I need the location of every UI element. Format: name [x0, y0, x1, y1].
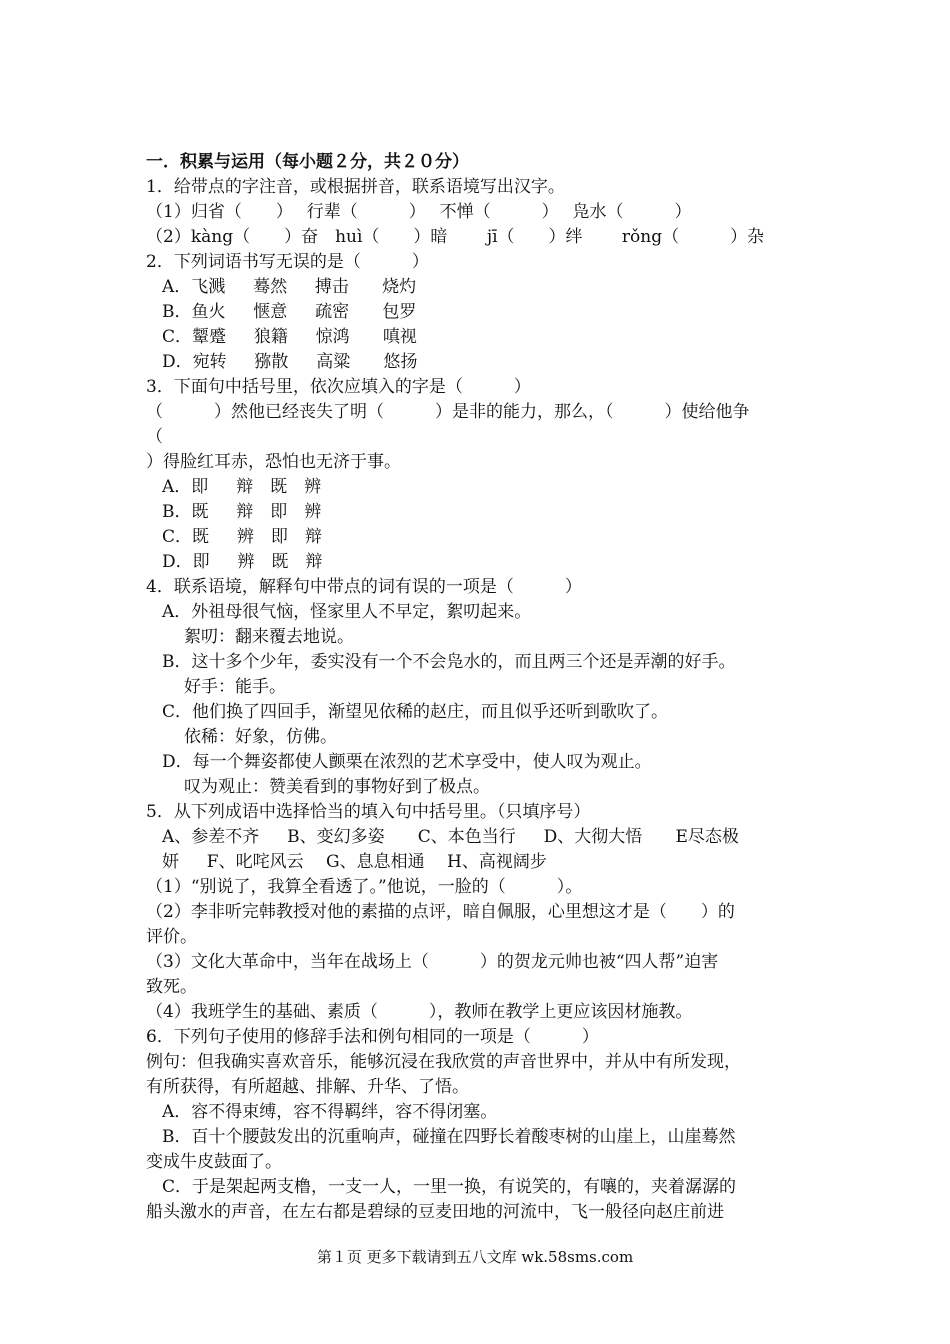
q2-option-c: C．颦蹙 狼籍 惊鸿 嗔视 [162, 327, 417, 347]
q4-note-b: 好手：能手。 [184, 677, 286, 697]
q5-choices-line-1: A、参差不齐 B、变幻多姿 C、本色当行 D、大彻大悟 E尽态极 [162, 827, 739, 847]
q4-option-c: C．他们换了四回手，渐望见依稀的赵庄，而且似乎还听到歌吹了。 [162, 702, 669, 722]
q3-option-d: D．即 辨 既 辩 [162, 552, 323, 572]
q5-item-1: （1）“别说了，我算全看透了。”他说，一脸的（ ）。 [146, 877, 583, 897]
q6-option-a: A．容不得束缚，容不得羁绊，容不得闭塞。 [162, 1102, 498, 1122]
q3-line-3: ）得脸红耳赤，恐怕也无济于事。 [146, 452, 401, 472]
q1-stem: 1．给带点的字注音，或根据拼音，联系语境写出汉字。 [146, 177, 565, 197]
q4-note-c: 依稀：好象，仿佛。 [184, 727, 337, 747]
page-footer: 第１页 更多下载请到五八文库 wk.58sms.com [316, 1248, 634, 1266]
q6-example-line-2: 有所获得，有所超越、排解、升华、了悟。 [146, 1077, 469, 1097]
q2-option-d: D．宛转 猕散 高粱 悠扬 [162, 352, 418, 372]
q2-option-a: A．飞溅 蓦然 搏击 烧灼 [162, 277, 417, 297]
q1-line-1: （1）归省（ ） 行辈（ ） 不惮（ ） 凫水（ ） [146, 202, 692, 222]
q5-choices-line-2: 妍 F、叱咤风云 G、息息相通 H、高视阔步 [162, 852, 547, 872]
q3-stem: 3．下面句中括号里，依次应填入的字是（ ） [146, 377, 531, 397]
q5-item-3: （3）文化大革命中，当年在战场上（ ）的贺龙元帅也被“四人帮”迫害 [146, 952, 719, 972]
q3-option-b: B．既 辩 即 辨 [162, 502, 322, 522]
q1-line-2: （2）kàng（ ）奋 huì（ ）暗 jī（ ）绊 rǒng（ ）杂 [146, 227, 765, 247]
q5-item-4: （4）我班学生的基础、素质（ ），教师在教学上更应该因材施教。 [146, 1002, 693, 1022]
q4-option-d: D．每一个舞姿都使人颤栗在浓烈的艺术享受中，使人叹为观止。 [162, 752, 652, 772]
section-title: 一．积累与运用（每小题２分，共２０分） [146, 152, 469, 172]
q6-option-b: B．百十个腰鼓发出的沉重响声，碰撞在四野长着酸枣树的山崖上，山崖蓦然 [162, 1127, 736, 1147]
q4-note-a: 絮叨：翻来覆去地说。 [184, 627, 354, 647]
q6-option-c-cont: 船头激水的声音，在左右都是碧绿的豆麦田地的河流中，飞一般径向赵庄前进 [146, 1202, 724, 1222]
q5-item-2-cont: 评价。 [146, 927, 197, 947]
q4-note-d: 叹为观止：赞美看到的事物好到了极点。 [184, 777, 490, 797]
q3-option-c: C．既 辨 即 辩 [162, 527, 322, 547]
q5-stem: 5．从下列成语中选择恰当的填入句中括号里。（只填序号） [146, 802, 591, 822]
q5-item-2: （2）李非听完韩教授对他的素描的点评，暗自佩服，心里想这才是（ ）的 [146, 902, 735, 922]
q4-option-a: A．外祖母很气恼，怪家里人不早定，絮叨起来。 [162, 602, 532, 622]
q4-option-b: B．这十多个少年，委实没有一个不会凫水的，而且两三个还是弄潮的好手。 [162, 652, 736, 672]
q6-stem: 6．下列句子使用的修辞手法和例句相同的一项是（ ） [146, 1027, 599, 1047]
q6-example-line-1: 例句：但我确实喜欢音乐，能够沉浸在我欣赏的声音世界中，并从中有所发现， [146, 1052, 741, 1072]
q2-stem: 2．下列词语书写无误的是（ ） [146, 252, 429, 272]
q6-option-c: C．于是架起两支橹，一支一人，一里一换，有说笑的，有嚷的，夹着潺潺的 [162, 1177, 737, 1197]
q6-option-b-cont: 变成牛皮鼓面了。 [146, 1152, 282, 1172]
q3-line-2: （ [146, 427, 163, 447]
q2-option-b: B．鱼火 惬意 疏密 包罗 [162, 302, 417, 322]
q3-line-1: （ ）然他已经丧失了明（ ）是非的能力，那么，（ ）使给他争 [146, 402, 750, 422]
q5-item-3-cont: 致死。 [146, 977, 197, 997]
q4-stem: 4．联系语境，解释句中带点的词有误的一项是（ ） [146, 577, 582, 597]
q3-option-a: A．即 辩 既 辨 [162, 477, 322, 497]
